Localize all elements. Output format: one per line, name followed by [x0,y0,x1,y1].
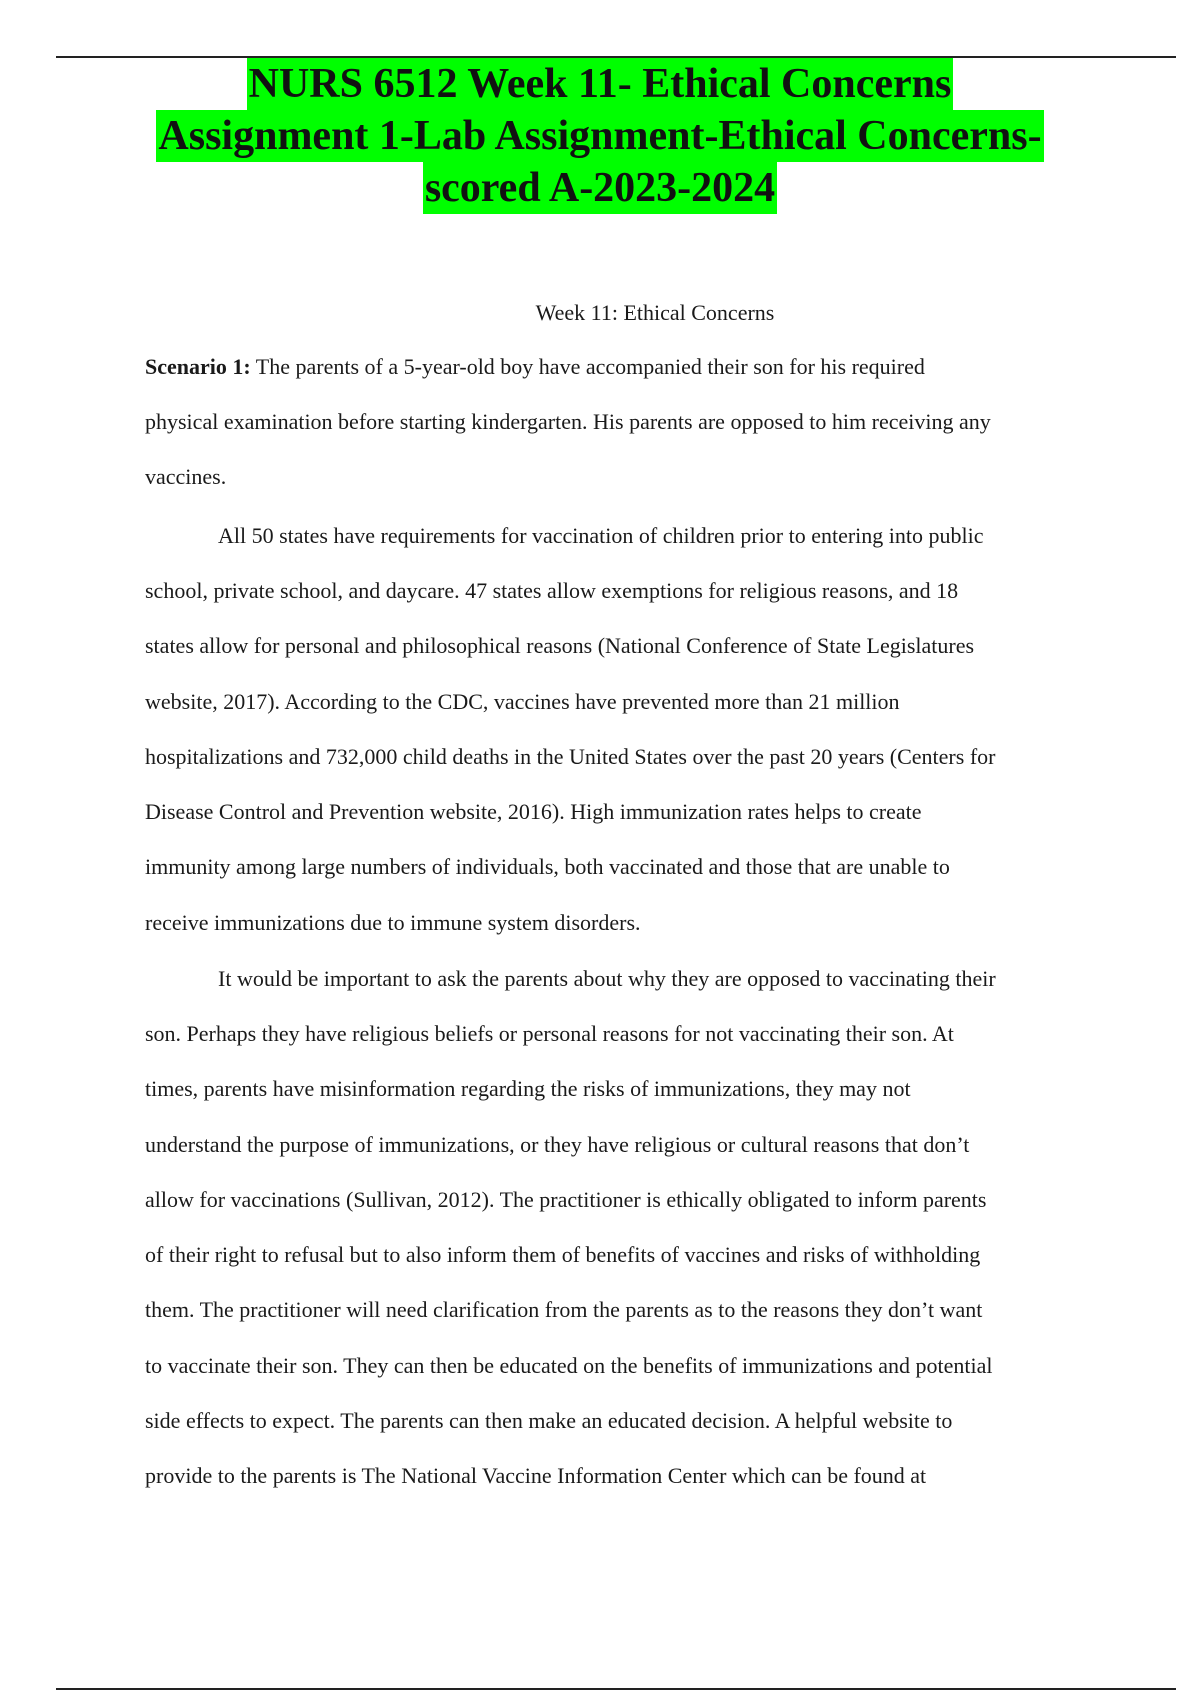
text-line: allow for vaccinations (Sullivan, 2012). The practitioner is ethically obligated to inform parents [145,1187,987,1212]
text-line: school, private school, and daycare. 47 states allow exemptions for religious reasons, and 18 [145,578,959,603]
text-line [145,352,925,382]
text-line: of their right to refusal but to also inform them of benefits of vaccines and risks of withholding [145,1242,981,1267]
text-line: immunity among large numbers of individuals, both vaccinated and those that are unable to [145,854,950,879]
text-line: provide to the parents is The National Vaccine Information Center which can be found at [145,1463,927,1488]
text-line: vaccines. [145,464,227,489]
text-line: times, parents have misinformation regarding the risks of immunizations, they may not [145,1076,911,1101]
text-line: website, 2017). According to the CDC, vaccines have prevented more than 21 million [145,689,900,714]
section-heading: Week 11: Ethical Concerns [535,300,775,325]
text-line: them. The practitioner will need clarification from the parents as to the reasons they don’t want [145,1297,983,1322]
text-line: understand the purpose of immunizations, or they have religious or cultural reasons that don’t [145,1132,970,1157]
title-line-3: scored A-2023-2024 [423,162,777,214]
text-line: to vaccinate their son. They can then be educated on the benefits of immunizations and potential [145,1353,993,1378]
text-line: All 50 states have requirements for vaccination of children prior to entering into public [218,523,984,548]
text-line: son. Perhaps they have religious beliefs or personal reasons for not vaccinating their son. At [145,1021,954,1046]
document-title [0,58,1200,214]
title-line-1: NURS 6512 Week 11- Ethical Concerns [247,58,954,110]
bottom-rule [56,1688,1176,1690]
text-line: hospitalizations and 732,000 child deaths in the United States over the past 20 years (Centers for [145,744,996,769]
scenario-label: Scenario 1: [145,354,251,379]
text-line: side effects to expect. The parents can then make an educated decision. A helpful website to [145,1408,953,1433]
text-line: Disease Control and Prevention website, 2016). High immunization rates helps to create [145,799,922,824]
text-line: receive immunizations due to immune system disorders. [145,910,641,935]
text-line: physical examination before starting kindergarten. His parents are opposed to him receiving any [145,409,991,434]
title-line-2: Assignment 1-Lab Assignment-Ethical Concerns- [156,110,1043,162]
text-line: It would be important to ask the parents about why they are opposed to vaccinating their [218,966,996,991]
text-line: states allow for personal and philosophical reasons (National Conference of State Legislatures [145,633,975,658]
text-line-content: The parents of a 5-year-old boy have accompanied their son for his required [250,354,925,379]
